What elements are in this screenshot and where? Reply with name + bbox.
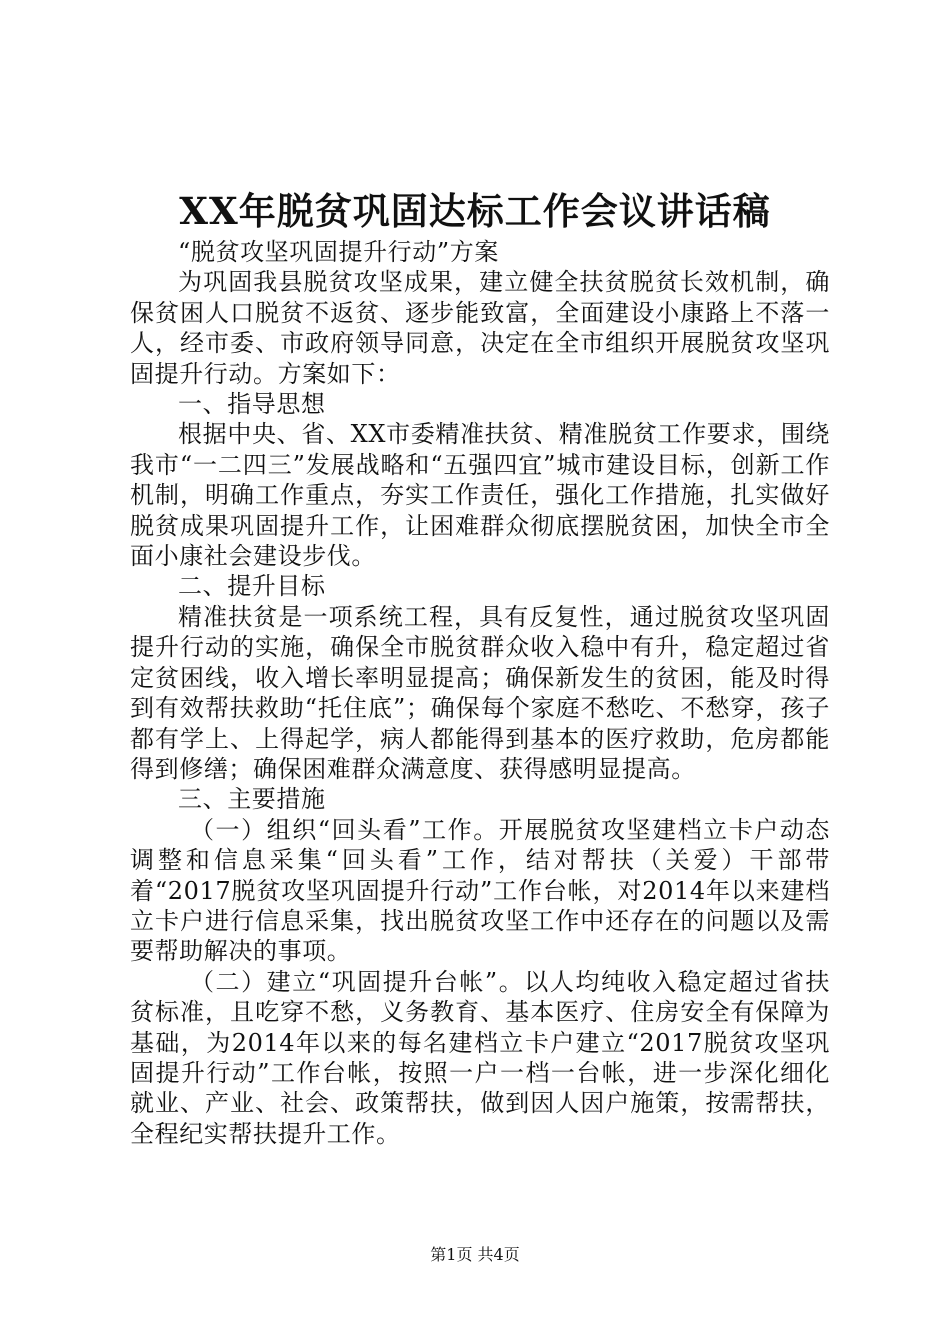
measure-1-paragraph: （一）组织“回头看”工作。开展脱贫攻坚建档立卡户动态调整和信息采集“回头看”工作，结对帮扶（关爱）干部带着“2017脱贫攻坚巩固提升行动”工作台帐，对2014年以来建档立卡户进行信息采集，找出脱贫攻坚工作中还存在的问题以及需要帮助解决的事项。: [130, 815, 830, 966]
goals-paragraph: 精准扶贫是一项系统工程，具有反复性，通过脱贫攻坚巩固提升行动的实施，确保全市脱贫群众收入稳中有升，稳定超过省定贫困线，收入增长率明显提高；确保新发生的贫困，能及时得到有效帮扶救助“托住底”；确保每个家庭不愁吃、不愁穿，孩子都有学上、上得起学，病人都能得到基本的医疗救助，危房都能得到修缮；确保困难群众满意度、获得感明显提高。: [130, 602, 830, 783]
plan-heading: “脱贫攻坚巩固提升行动”方案: [178, 238, 499, 266]
section-heading-goals: 二、提升目标: [178, 572, 326, 601]
page-number-footer: 第1页 共4页: [430, 1245, 520, 1264]
guiding-thought-paragraph: 根据中央、省、XX市委精准扶贫、精准脱贫工作要求，围绕我市“一二四三”发展战略和“五强四宜”城市建设目标，创新工作机制，明确工作重点，夯实工作责任，强化工作措施，扎实做好脱贫成果巩固提升工作，让困难群众彻底摆脱贫困，加快全市全面小康社会建设步伐。: [130, 420, 830, 571]
section-heading-guiding-thought: 一、指导思想: [178, 390, 326, 419]
document-body: [130, 237, 830, 1149]
section-heading-measures: 三、主要措施: [178, 785, 326, 814]
intro-paragraph: 为巩固我县脱贫攻坚成果，建立健全扶贫脱贫长效机制，确保贫困人口脱贫不返贫、逐步能致富，全面建设小康路上不落一人，经市委、市政府领导同意，决定在全市组织开展脱贫攻坚巩固提升行动。方案如下：: [130, 268, 830, 388]
measure-2-paragraph: （二）建立“巩固提升台帐”。以人均纯收入稳定超过省扶贫标准，且吃穿不愁，义务教育、基本医疗、住房安全有保障为基础，为2014年以来的每名建档立卡户建立“2017脱贫攻坚巩固提升行动”工作台帐，按照一户一档一台帐，进一步深化细化就业、产业、社会、政策帮扶，做到因人因户施策，按需帮扶，全程纪实帮扶提升工作。: [130, 967, 830, 1148]
document-title: XX年脱贫巩固达标工作会议讲话稿: [179, 189, 771, 233]
